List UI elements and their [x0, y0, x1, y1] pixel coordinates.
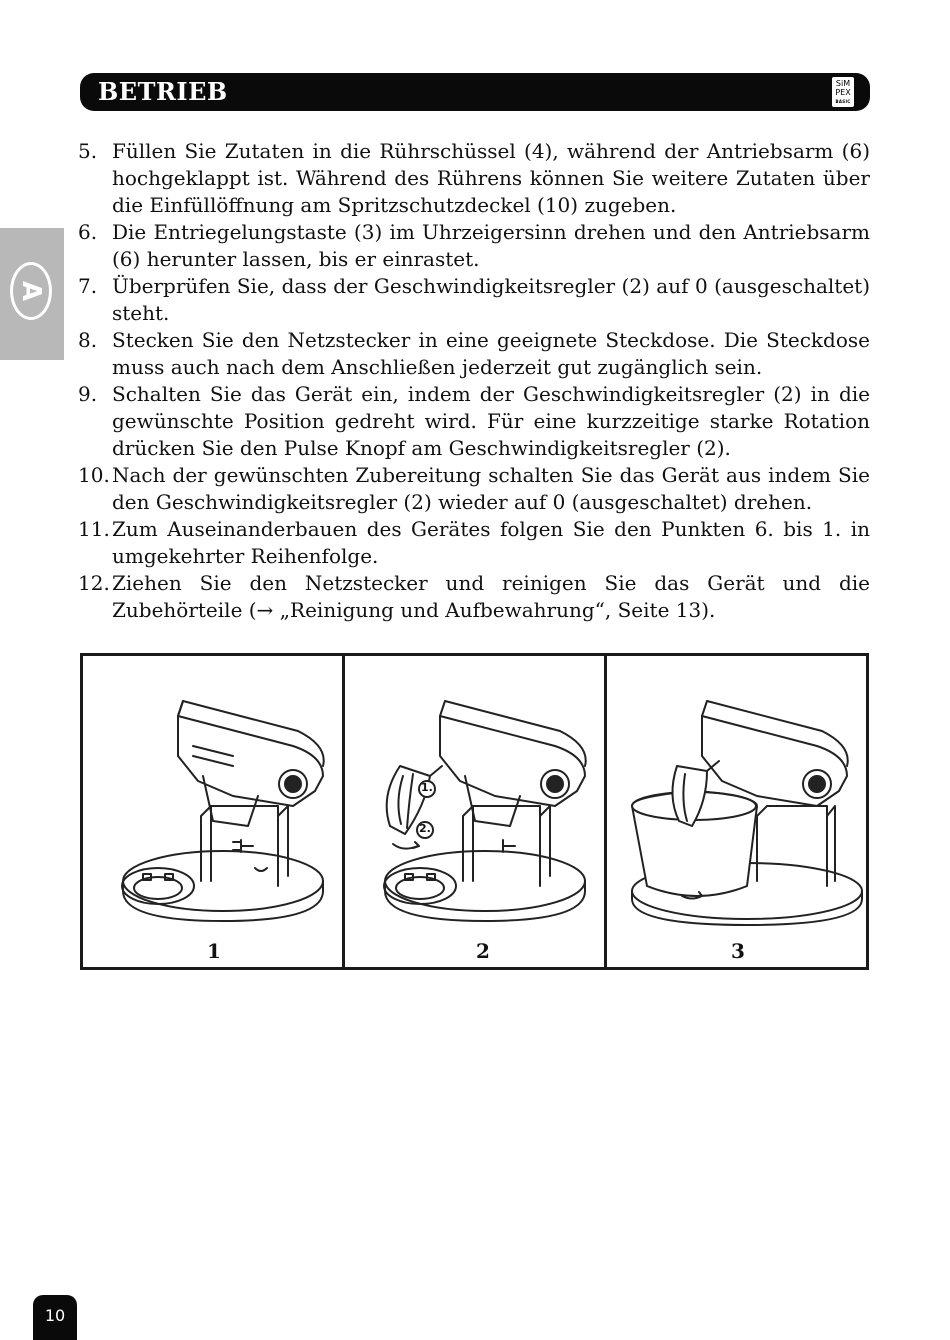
stand-mixer-with-bowl-drawing: [607, 656, 869, 967]
step-text: Stecken Sie den Netzstecker in eine geeignete Steckdose. Die Steckdose muss auch nach dem Anschließen jederzeit gut zugänglich sein.: [112, 328, 870, 379]
panel-label-3: 3: [731, 939, 745, 963]
step-number: 11.: [78, 517, 110, 541]
step-item: [78, 219, 870, 273]
instruction-steps: [78, 138, 870, 624]
step-number: 10.: [78, 463, 110, 487]
panel-label-2: 2: [476, 939, 490, 963]
step-number: 8.: [78, 328, 98, 352]
assembly-illustration: [80, 653, 869, 970]
step-number: 7.: [78, 274, 98, 298]
page-number: 10: [33, 1295, 77, 1340]
step-number: 12.: [78, 571, 110, 595]
step-text: Die Entriegelungstaste (3) im Uhrzeigersinn drehen und den Antriebsarm (6) herunter lassen, bis er einrastet.: [112, 220, 870, 271]
panel-label-1: 1: [207, 939, 221, 963]
logo-line-3: BASIC: [835, 99, 851, 104]
step-item: [78, 570, 870, 624]
language-letter: A: [16, 280, 46, 302]
step-number: 6.: [78, 220, 98, 244]
step-text: Zum Auseinanderbauen des Gerätes folgen Sie den Punkten 6. bis 1. in umgekehrter Reihenfolge.: [112, 517, 870, 568]
section-title: BETRIEB: [98, 77, 228, 106]
step-text: Nach der gewünschten Zubereitung schalten Sie das Gerät aus indem Sie den Geschwindigkeitsregler (2) wieder auf 0 (ausgeschaltet) drehen.: [112, 463, 870, 514]
stand-mixer-beater-drawing: [345, 656, 607, 967]
illustration-panel-2: [345, 656, 607, 967]
step-item: [78, 138, 870, 219]
logo-line-1: SiM: [835, 79, 851, 88]
logo-line-2: PEX: [835, 88, 851, 97]
step-number: 9.: [78, 382, 98, 406]
callout-1: 1.: [421, 781, 433, 794]
step-item: [78, 273, 870, 327]
step-text: Schalten Sie das Gerät ein, indem der Geschwindigkeitsregler (2) in die gewünschte Position gedreht wird. Für eine kurzzeitige starke Rotation drücken Sie den Pulse Knopf am Geschwindigkeitsregler (2).: [112, 382, 870, 460]
section-header-bar: [80, 73, 870, 111]
step-item: [78, 516, 870, 570]
step-text: Überprüfen Sie, dass der Geschwindigkeitsregler (2) auf 0 (ausgeschaltet) steht.: [112, 274, 870, 325]
step-item: [78, 381, 870, 462]
step-item: [78, 462, 870, 516]
simpex-basic-logo: [832, 77, 854, 107]
step-number: 5.: [78, 139, 98, 163]
stand-mixer-raised-drawing: [83, 656, 345, 967]
step-text: Füllen Sie Zutaten in die Rührschüssel (4), während der Antriebsarm (6) hochgeklappt ist. Während des Rührens können Sie weitere Zutaten über die Einfüllöffnung am Spritzschutzdeckel (10) zugeben.: [112, 139, 870, 217]
step-item: [78, 327, 870, 381]
illustration-panel-1: [83, 656, 345, 967]
illustration-panel-3: [607, 656, 866, 967]
callout-2: 2.: [419, 822, 431, 835]
step-text: Ziehen Sie den Netzstecker und reinigen Sie das Gerät und die Zubehörteile (→ „Reinigung und Aufbewahrung“, Seite 13).: [112, 571, 870, 622]
